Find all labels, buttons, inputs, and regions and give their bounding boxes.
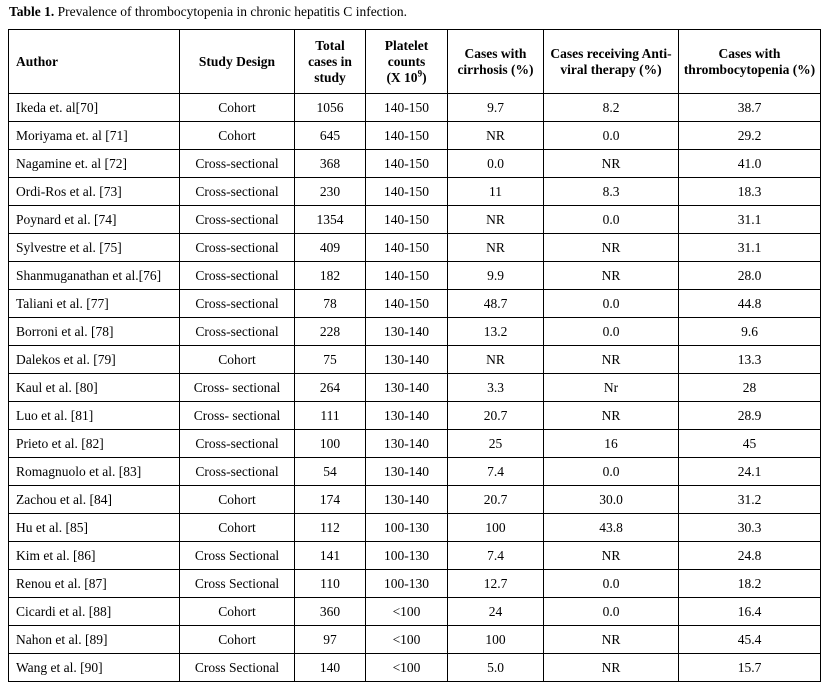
cell-thrombocytopenia: 15.7 xyxy=(679,654,821,682)
cell-thrombocytopenia: 30.3 xyxy=(679,514,821,542)
cell-thrombocytopenia: 18.3 xyxy=(679,178,821,206)
cell-cirrhosis: 9.7 xyxy=(448,94,544,122)
cell-cirrhosis: 48.7 xyxy=(448,290,544,318)
cell-platelet-counts: <100 xyxy=(366,654,448,682)
cell-platelet-counts: 100-130 xyxy=(366,542,448,570)
table-row xyxy=(9,458,821,486)
cell-cirrhosis: 20.7 xyxy=(448,402,544,430)
table-row xyxy=(9,486,821,514)
cell-total-cases: 110 xyxy=(295,570,366,598)
cell-antiviral: NR xyxy=(544,654,679,682)
cell-thrombocytopenia: 28.9 xyxy=(679,402,821,430)
cell-total-cases: 75 xyxy=(295,346,366,374)
cell-author: Moriyama et. al [71] xyxy=(9,122,180,150)
cell-author: Ordi-Ros et al. [73] xyxy=(9,178,180,206)
cell-cirrhosis: 3.3 xyxy=(448,374,544,402)
cell-cirrhosis: NR xyxy=(448,122,544,150)
cell-study-design: Cross- sectional xyxy=(180,374,295,402)
cell-antiviral: NR xyxy=(544,150,679,178)
cell-cirrhosis: NR xyxy=(448,234,544,262)
cell-author: Nahon et al. [89] xyxy=(9,626,180,654)
table-row xyxy=(9,178,821,206)
cell-thrombocytopenia: 31.2 xyxy=(679,486,821,514)
cell-thrombocytopenia: 24.1 xyxy=(679,458,821,486)
cell-study-design: Cross Sectional xyxy=(180,654,295,682)
cell-author: Shanmuganathan et al.[76] xyxy=(9,262,180,290)
cell-author: Kim et al. [86] xyxy=(9,542,180,570)
cell-cirrhosis: 24 xyxy=(448,598,544,626)
cell-thrombocytopenia: 31.1 xyxy=(679,206,821,234)
cell-antiviral: 0.0 xyxy=(544,122,679,150)
cell-author: Dalekos et al. [79] xyxy=(9,346,180,374)
cell-platelet-counts: 140-150 xyxy=(366,234,448,262)
cell-total-cases: 54 xyxy=(295,458,366,486)
cell-thrombocytopenia: 41.0 xyxy=(679,150,821,178)
cell-thrombocytopenia: 45.4 xyxy=(679,626,821,654)
cell-cirrhosis: 100 xyxy=(448,514,544,542)
cell-total-cases: 111 xyxy=(295,402,366,430)
cell-platelet-counts: 140-150 xyxy=(366,94,448,122)
cell-platelet-counts: 130-140 xyxy=(366,402,448,430)
cell-platelet-counts: 140-150 xyxy=(366,150,448,178)
cell-antiviral: 0.0 xyxy=(544,458,679,486)
cell-thrombocytopenia: 45 xyxy=(679,430,821,458)
table-caption-label: Table 1. xyxy=(9,4,55,19)
header-platelet-unit-suffix: ) xyxy=(422,69,427,85)
cell-study-design: Cohort xyxy=(180,486,295,514)
cell-antiviral: 0.0 xyxy=(544,290,679,318)
header-study-design: Study Design xyxy=(180,30,295,94)
cell-author: Luo et al. [81] xyxy=(9,402,180,430)
cell-antiviral: NR xyxy=(544,262,679,290)
cell-cirrhosis: 100 xyxy=(448,626,544,654)
cell-author: Hu et al. [85] xyxy=(9,514,180,542)
cell-study-design: Cross-sectional xyxy=(180,262,295,290)
cell-total-cases: 264 xyxy=(295,374,366,402)
cell-study-design: Cross-sectional xyxy=(180,290,295,318)
cell-cirrhosis: 12.7 xyxy=(448,570,544,598)
cell-total-cases: 141 xyxy=(295,542,366,570)
cell-study-design: Cohort xyxy=(180,122,295,150)
cell-cirrhosis: 11 xyxy=(448,178,544,206)
cell-antiviral: NR xyxy=(544,626,679,654)
cell-author: Borroni et al. [78] xyxy=(9,318,180,346)
cell-platelet-counts: 140-150 xyxy=(366,206,448,234)
cell-antiviral: Nr xyxy=(544,374,679,402)
cell-study-design: Cohort xyxy=(180,346,295,374)
cell-cirrhosis: 0.0 xyxy=(448,150,544,178)
cell-author: Wang et al. [90] xyxy=(9,654,180,682)
table-row xyxy=(9,626,821,654)
table-row xyxy=(9,290,821,318)
table-row xyxy=(9,346,821,374)
cell-platelet-counts: 140-150 xyxy=(366,122,448,150)
cell-author: Taliani et al. [77] xyxy=(9,290,180,318)
cell-author: Poynard et al. [74] xyxy=(9,206,180,234)
cell-antiviral: 8.2 xyxy=(544,94,679,122)
table-row xyxy=(9,150,821,178)
cell-total-cases: 78 xyxy=(295,290,366,318)
cell-platelet-counts: 130-140 xyxy=(366,486,448,514)
cell-platelet-counts: 130-140 xyxy=(366,430,448,458)
cell-antiviral: NR xyxy=(544,402,679,430)
header-total-cases: Total cases in study xyxy=(295,30,366,94)
cell-thrombocytopenia: 9.6 xyxy=(679,318,821,346)
cell-thrombocytopenia: 18.2 xyxy=(679,570,821,598)
cell-total-cases: 1354 xyxy=(295,206,366,234)
cell-total-cases: 97 xyxy=(295,626,366,654)
cell-platelet-counts: 130-140 xyxy=(366,346,448,374)
cell-thrombocytopenia: 13.3 xyxy=(679,346,821,374)
cell-thrombocytopenia: 28.0 xyxy=(679,262,821,290)
cell-cirrhosis: NR xyxy=(448,346,544,374)
cell-total-cases: 645 xyxy=(295,122,366,150)
table-row xyxy=(9,598,821,626)
table-row xyxy=(9,122,821,150)
cell-total-cases: 409 xyxy=(295,234,366,262)
cell-study-design: Cross Sectional xyxy=(180,542,295,570)
cell-thrombocytopenia: 29.2 xyxy=(679,122,821,150)
cell-total-cases: 228 xyxy=(295,318,366,346)
cell-thrombocytopenia: 28 xyxy=(679,374,821,402)
cell-cirrhosis: 5.0 xyxy=(448,654,544,682)
cell-study-design: Cross Sectional xyxy=(180,570,295,598)
cell-author: Ikeda et. al[70] xyxy=(9,94,180,122)
table-row xyxy=(9,262,821,290)
cell-cirrhosis: 7.4 xyxy=(448,542,544,570)
cell-study-design: Cross-sectional xyxy=(180,458,295,486)
table-row xyxy=(9,430,821,458)
cell-total-cases: 230 xyxy=(295,178,366,206)
cell-author: Romagnuolo et al. [83] xyxy=(9,458,180,486)
header-platelet-unit-prefix: (X 10 xyxy=(386,69,418,85)
cell-platelet-counts: <100 xyxy=(366,598,448,626)
cell-study-design: Cohort xyxy=(180,94,295,122)
table-row xyxy=(9,234,821,262)
cell-platelet-counts: 140-150 xyxy=(366,262,448,290)
cell-cirrhosis: 7.4 xyxy=(448,458,544,486)
table-caption-text: Prevalence of thrombocytopenia in chronic hepatitis C infection. xyxy=(54,4,408,19)
cell-antiviral: 0.0 xyxy=(544,318,679,346)
cell-author: Nagamine et. al [72] xyxy=(9,150,180,178)
cell-antiviral: 8.3 xyxy=(544,178,679,206)
cell-cirrhosis: NR xyxy=(448,206,544,234)
cell-antiviral: 0.0 xyxy=(544,206,679,234)
cell-platelet-counts: 130-140 xyxy=(366,458,448,486)
cell-platelet-counts: 130-140 xyxy=(366,374,448,402)
cell-antiviral: 16 xyxy=(544,430,679,458)
cell-antiviral: 0.0 xyxy=(544,570,679,598)
cell-author: Zachou et al. [84] xyxy=(9,486,180,514)
cell-thrombocytopenia: 16.4 xyxy=(679,598,821,626)
cell-total-cases: 140 xyxy=(295,654,366,682)
cell-cirrhosis: 20.7 xyxy=(448,486,544,514)
cell-total-cases: 1056 xyxy=(295,94,366,122)
cell-platelet-counts: 100-130 xyxy=(366,570,448,598)
cell-author: Kaul et al. [80] xyxy=(9,374,180,402)
cell-platelet-counts: 140-150 xyxy=(366,178,448,206)
table-row xyxy=(9,374,821,402)
cell-study-design: Cross-sectional xyxy=(180,234,295,262)
cell-study-design: Cross- sectional xyxy=(180,402,295,430)
cell-study-design: Cohort xyxy=(180,626,295,654)
cell-author: Cicardi et al. [88] xyxy=(9,598,180,626)
thrombocytopenia-prevalence-table xyxy=(8,29,821,682)
cell-total-cases: 360 xyxy=(295,598,366,626)
table-row xyxy=(9,402,821,430)
cell-author: Prieto et al. [82] xyxy=(9,430,180,458)
cell-antiviral: NR xyxy=(544,346,679,374)
table-row xyxy=(9,94,821,122)
cell-platelet-counts: 130-140 xyxy=(366,318,448,346)
cell-platelet-counts: <100 xyxy=(366,626,448,654)
table-caption xyxy=(9,3,407,21)
cell-total-cases: 368 xyxy=(295,150,366,178)
cell-total-cases: 112 xyxy=(295,514,366,542)
cell-total-cases: 174 xyxy=(295,486,366,514)
cell-antiviral: 30.0 xyxy=(544,486,679,514)
cell-antiviral: 43.8 xyxy=(544,514,679,542)
cell-author: Renou et al. [87] xyxy=(9,570,180,598)
cell-antiviral: NR xyxy=(544,542,679,570)
cell-antiviral: 0.0 xyxy=(544,598,679,626)
cell-cirrhosis: 13.2 xyxy=(448,318,544,346)
header-thrombocytopenia: Cases with thrombocytopenia (%) xyxy=(679,30,821,94)
cell-thrombocytopenia: 44.8 xyxy=(679,290,821,318)
table-row xyxy=(9,542,821,570)
cell-platelet-counts: 100-130 xyxy=(366,514,448,542)
table-header-row xyxy=(9,30,821,94)
cell-study-design: Cross-sectional xyxy=(180,206,295,234)
cell-antiviral: NR xyxy=(544,234,679,262)
cell-cirrhosis: 25 xyxy=(448,430,544,458)
cell-study-design: Cohort xyxy=(180,598,295,626)
table-row xyxy=(9,206,821,234)
table-row xyxy=(9,570,821,598)
table-body xyxy=(9,94,821,682)
cell-study-design: Cross-sectional xyxy=(180,318,295,346)
cell-author: Sylvestre et al. [75] xyxy=(9,234,180,262)
header-platelet-unit-exponent: 9 xyxy=(417,68,423,78)
cell-platelet-counts: 140-150 xyxy=(366,290,448,318)
header-platelet-counts xyxy=(366,30,448,94)
header-author: Author xyxy=(9,30,180,94)
cell-study-design: Cross-sectional xyxy=(180,150,295,178)
cell-study-design: Cross-sectional xyxy=(180,178,295,206)
cell-thrombocytopenia: 31.1 xyxy=(679,234,821,262)
cell-thrombocytopenia: 38.7 xyxy=(679,94,821,122)
header-platelet-label: Platelet counts xyxy=(384,37,429,69)
cell-cirrhosis: 9.9 xyxy=(448,262,544,290)
cell-study-design: Cross-sectional xyxy=(180,430,295,458)
cell-total-cases: 182 xyxy=(295,262,366,290)
cell-study-design: Cohort xyxy=(180,514,295,542)
header-cirrhosis: Cases with cirrhosis (%) xyxy=(448,30,544,94)
header-antiviral: Cases receiving Anti-viral therapy (%) xyxy=(544,30,679,94)
cell-thrombocytopenia: 24.8 xyxy=(679,542,821,570)
table-row xyxy=(9,514,821,542)
table-row xyxy=(9,318,821,346)
table-row xyxy=(9,654,821,682)
cell-total-cases: 100 xyxy=(295,430,366,458)
